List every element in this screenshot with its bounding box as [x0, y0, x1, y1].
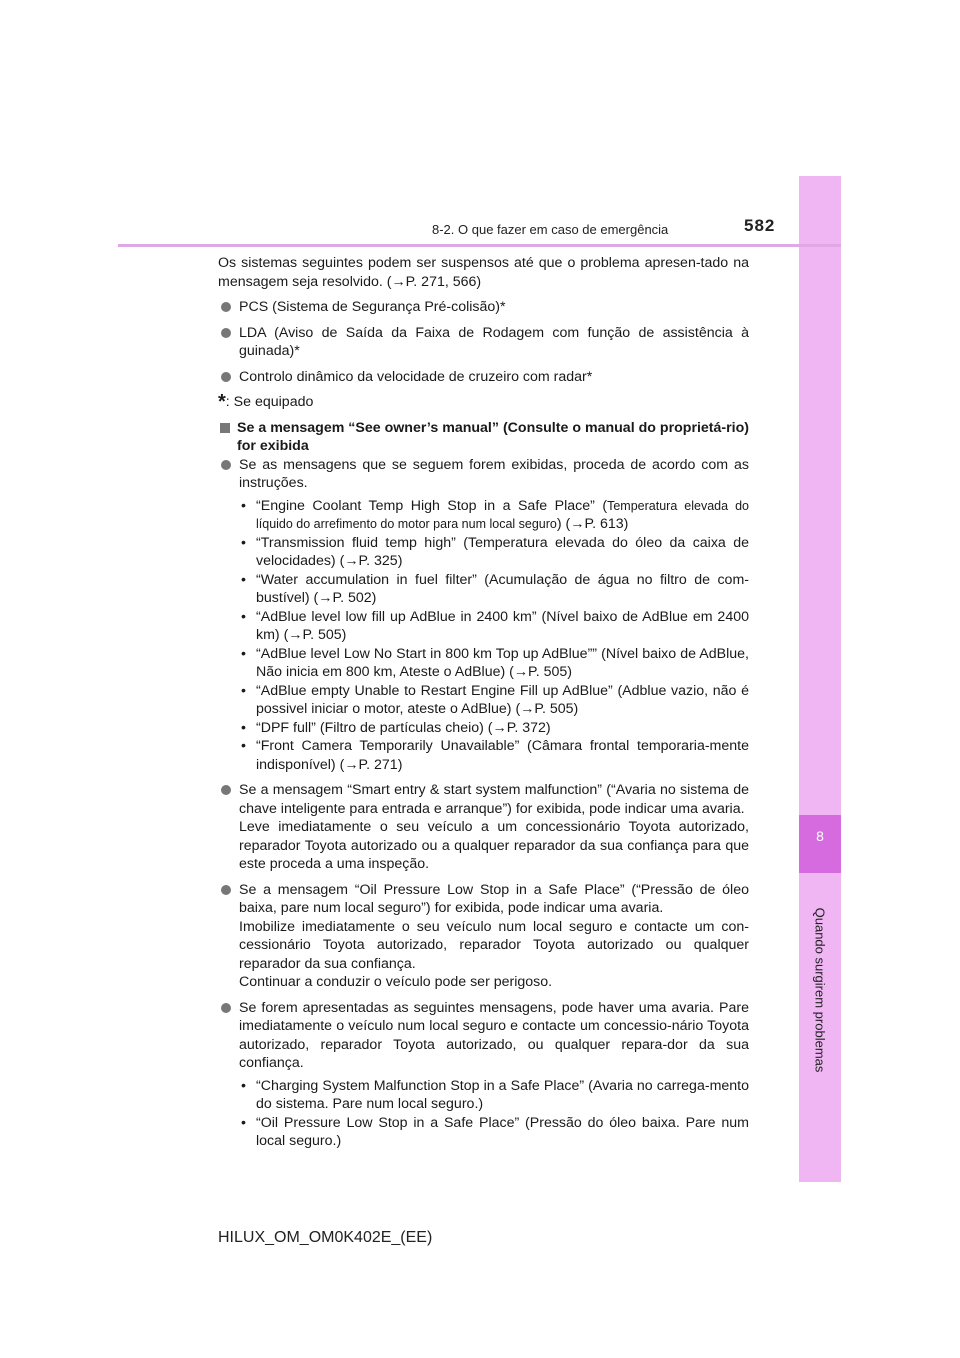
list-item	[218, 999, 749, 1073]
section-heading	[218, 419, 749, 456]
message-item: • “Water accumulation in fuel filter” (Acumulação de água no filtro de com-bustível) (→P. 502)	[241, 571, 749, 606]
message-item: • “Oil Pressure Low Stop in a Safe Place” (Pressão do óleo baixa. Pare num local seguro.)	[241, 1114, 749, 1149]
list-item	[218, 781, 749, 874]
messages-intro: Se as mensagens que se seguem forem exibidas, proceda de acordo com as instruções.	[239, 456, 749, 491]
system-pcs: PCS (Sistema de Segurança Pré-colisão)*	[239, 299, 506, 315]
list-item	[218, 881, 749, 992]
message-item: • “Front Camera Temporarily Unavailable” (Câmara frontal temporaria-mente indisponível) (→P. 271)	[241, 738, 749, 773]
oil-pressure-warning: Se a mensagem “Oil Pressure Low Stop in a Safe Place” (“Pressão de óleo baixa, pare num local seguro”) for exibida, pode indicar uma avaria.	[239, 881, 749, 916]
section-title: 8-2. O que fazer em caso de emergência	[432, 222, 669, 237]
message-item: • “Charging System Malfunction Stop in a Safe Place” (Avaria no carrega-mento do sistema. Pare num local seguro.)	[241, 1077, 749, 1112]
oil-pressure-action: Imobilize imediatamente o seu veículo num local seguro e contacte um con-cessionário Toyota autorizado, reparador Toyota autorizado ou qualquer reparador da sua confiança.	[239, 918, 749, 972]
list-item	[218, 324, 749, 361]
footnote-star: *	[218, 391, 226, 413]
final-messages-list	[218, 1077, 749, 1151]
smart-entry-action: Leve imediatamente o seu veículo a um concessionário Toyota autorizado, reparador Toyota autorizado ou a qualquer reparador da sua confiança para que este proceda a uma inspeção.	[239, 819, 749, 872]
chapter-number: 8	[816, 828, 824, 844]
oil-pressure-danger: Continuar a conduzir o veículo pode ser perigoso.	[239, 974, 553, 990]
system-lda: LDA (Aviso de Saída da Faixa de Rodagem com função de assistência à guinada)*	[239, 324, 749, 359]
message-item: • “AdBlue empty Unable to Restart Engine Fill up AdBlue” (Adblue vazio, não é possivel iniciar o motor, ateste o AdBlue) (→P. 505)	[241, 682, 749, 717]
list-item	[218, 456, 749, 493]
bullet-dot-icon	[221, 328, 231, 338]
bullet-dot-icon	[221, 302, 231, 312]
bullet-dot-icon	[221, 885, 231, 895]
several-messages-warning: Se forem apresentadas as seguintes mensagens, pode haver uma avaria. Pare imediatamente o veículo num local seguro e contacte um concessio-nário Toyota autorizado, reparador Toyota autorizado, ou qualquer repara-dor da sua confiança.	[239, 999, 749, 1071]
list-item	[218, 298, 749, 317]
bullet-dot-icon	[221, 460, 231, 470]
message-item: • “AdBlue level Low No Start in 800 km Top up AdBlue”” (Nível baixo de AdBlue, Não inicia em 800 km, Ateste o AdBlue) (→P. 505)	[241, 645, 749, 680]
message-item: • “Transmission fluid temp high” (Temperatura elevada do óleo da caixa de velocidades) (→P. 325)	[241, 534, 749, 569]
system-cruise-control: Controlo dinâmico da velocidade de cruzeiro com radar*	[239, 368, 593, 385]
message-item: • “Engine Coolant Temp High Stop in a Safe Place” (Temperatura elevada do líquido do arrefimento do motor para num local seguro) (→P. 613)	[241, 497, 750, 532]
header-rule	[118, 244, 841, 247]
intro-paragraph: Os sistemas seguintes podem ser suspensos até que o problema apresen-tado na mensagem seja resolvido. (→P. 271, 566)	[218, 255, 749, 290]
page-content	[218, 254, 749, 1158]
message-item: • “DPF full” (Filtro de partículas cheio) (→P. 372)	[241, 719, 551, 736]
document-code: HILUX_OM_OM0K402E_(EE)	[218, 1229, 433, 1246]
message-item: • “AdBlue level low fill up AdBlue in 2400 km” (Nível baixo de AdBlue em 2400 km) (→P. 505)	[241, 608, 749, 643]
bullet-dot-icon	[221, 372, 231, 382]
list-item	[218, 368, 749, 387]
smart-entry-warning: Se a mensagem “Smart entry & start system malfunction” (“Avaria no sistema de chave inteligente para entrada e arranque”) for exibida, pode indicar uma avaria.	[239, 782, 749, 817]
heading-text: Se a mensagem “See owner’s manual” (Consulte o manual do proprietá-rio) for exibida	[237, 419, 749, 454]
chapter-title: Quando surgirem problemas	[812, 907, 828, 1073]
footnote	[218, 393, 749, 412]
messages-list	[218, 497, 749, 775]
bullet-dot-icon	[221, 1003, 231, 1013]
chapter-number-tab	[799, 815, 841, 873]
bullet-dot-icon	[221, 785, 231, 795]
footnote-text: : Se equipado	[225, 394, 314, 410]
page-number: 582	[744, 216, 776, 235]
square-bullet-icon	[220, 423, 230, 433]
